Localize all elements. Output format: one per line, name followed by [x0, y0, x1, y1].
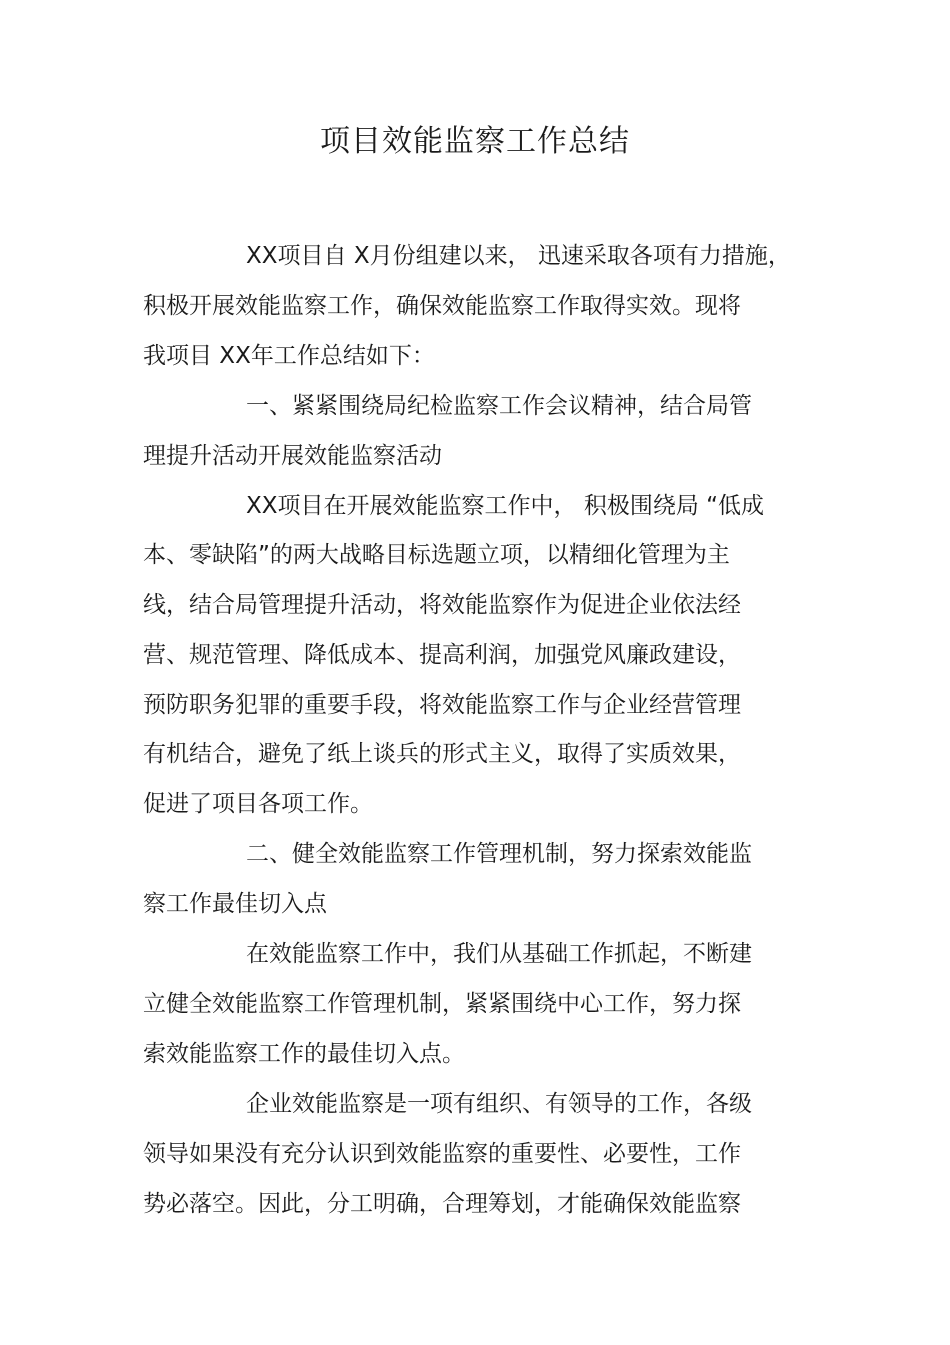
- paragraph-2-line-1: XX项目在开展效能监察工作中， 积极围绕局 “低成: [246, 493, 765, 519]
- paragraph-1-line-2: 积极开展效能监察工作，确保效能监察工作取得实效。现将: [143, 293, 741, 319]
- paragraph-2-line-5: 预防职务犯罪的重要手段，将效能监察工作与企业经营管理: [143, 692, 741, 718]
- paragraph-4-line-2: 领导如果没有充分认识到效能监察的重要性、必要性，工作: [143, 1141, 741, 1167]
- section-2-heading-line-1: 二、健全效能监察工作管理机制，努力探索效能监: [246, 841, 752, 867]
- paragraph-4-line-1: 企业效能监察是一项有组织、有领导的工作，各级: [246, 1091, 752, 1117]
- paragraph-4-line-3: 势必落空。因此，分工明确，合理筹划，才能确保效能监察: [143, 1191, 741, 1217]
- paragraph-1-line-3: 我项目 XX年工作总结如下：: [143, 343, 435, 369]
- paragraph-3-line-1: 在效能监察工作中，我们从基础工作抓起，不断建: [246, 941, 752, 967]
- section-1-heading-line-1: 一、紧紧围绕局纪检监察工作会议精神，结合局管: [246, 393, 752, 419]
- paragraph-2-line-7: 促进了项目各项工作。: [143, 791, 373, 817]
- paragraph-3-line-2: 立健全效能监察工作管理机制，紧紧围绕中心工作，努力探: [143, 991, 741, 1017]
- document-title: 项目效能监察工作总结: [320, 124, 630, 159]
- section-2-heading-line-2: 察工作最佳切入点: [143, 891, 327, 917]
- section-1-heading-line-2: 理提升活动开展效能监察活动: [143, 443, 442, 469]
- paragraph-2-line-4: 营、规范管理、降低成本、提高利润，加强党风廉政建设，: [143, 642, 741, 668]
- paragraph-2-line-2: 本、零缺陷”的两大战略目标选题立项，以精细化管理为主: [143, 542, 730, 568]
- paragraph-2-line-3: 线，结合局管理提升活动，将效能监察作为促进企业依法经: [143, 592, 741, 618]
- paragraph-1-line-1: XX项目自 X月份组建以来， 迅速采取各项有力措施，: [246, 243, 791, 269]
- paragraph-3-line-3: 索效能监察工作的最佳切入点。: [143, 1041, 465, 1067]
- paragraph-2-line-6: 有机结合，避免了纸上谈兵的形式主义，取得了实质效果，: [143, 741, 741, 767]
